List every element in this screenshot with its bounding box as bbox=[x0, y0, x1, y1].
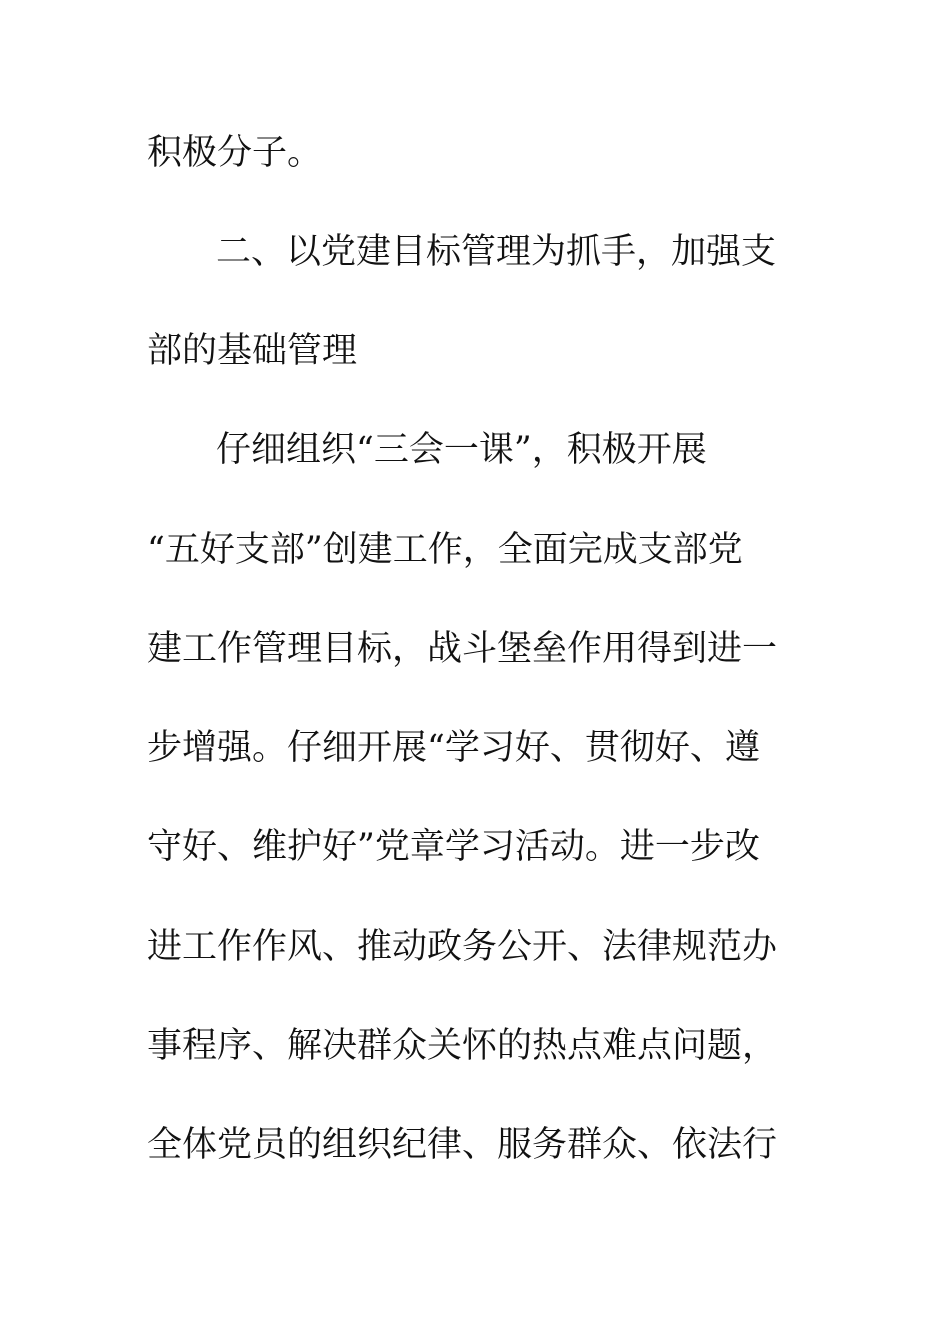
section-heading-line: 二、以党建目标管理为抓手，加强支 bbox=[216, 232, 777, 272]
section-heading-line: 部的基础管理 bbox=[147, 331, 358, 371]
text-line: 建工作管理目标，战斗堡垒作用得到进一 bbox=[147, 629, 778, 669]
text-line: 步增强。仔细开展“学习好、贯彻好、遵 bbox=[147, 728, 760, 768]
text-line: 守好、维护好”党章学习活动。进一步改 bbox=[147, 827, 760, 867]
text-line: 进工作作风、推动政务公开、法律规范办 bbox=[147, 927, 778, 967]
text-line: 仔细组织“三会一课”，积极开展 bbox=[216, 430, 707, 470]
text-line: 全体党员的组织纪律、服务群众、依法行 bbox=[147, 1125, 778, 1165]
text-line: 积极分子。 bbox=[147, 133, 323, 173]
text-line: 事程序、解决群众关怀的热点难点问题， bbox=[147, 1026, 778, 1066]
text-line: “五好支部”创建工作，全面完成支部党 bbox=[147, 530, 743, 570]
